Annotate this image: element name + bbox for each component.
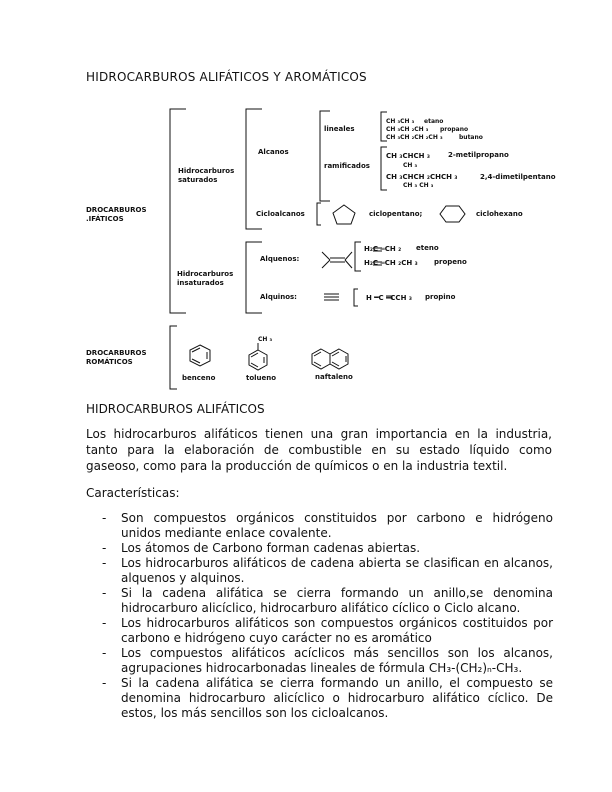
list-item: - Los compuestos alifáticos acíclicos más sencillos son los alcanos, agrupaciones hidrocarbonadas lineales de fórmula CH₃-(CH₂)ₙ-CH₃. xyxy=(121,646,553,676)
dimethylpentane-formula: CH ₃CHCH ₂CHCH ₃ xyxy=(386,173,458,181)
list-item: - Son compuestos orgánicos constituidos por carbono e hidrógeno unidos mediante enlace covalente. xyxy=(121,511,553,541)
saturated-label-1: Hidrocarburos xyxy=(178,167,235,175)
methylpropane-name: 2-metilpropano xyxy=(448,151,509,159)
butane-name: butano xyxy=(459,134,483,141)
dimethylpentane-name: 2,4-dimetilpentano xyxy=(480,173,556,181)
butane-formula: CH ₃CH ₂CH ₂CH ₃ xyxy=(386,134,443,141)
naphthalene-icon xyxy=(312,349,348,369)
intro-paragraph: Los hidrocarburos alifáticos tienen una gran importancia en la industria, tanto para la elaboración de combustible en su estado líquido como gaseoso, como para la producción de químicos o en la industria textil. xyxy=(86,427,552,473)
toluene-icon xyxy=(249,343,267,370)
propyne-name: propino xyxy=(425,293,456,301)
alkynes-label: Alquinos: xyxy=(260,293,297,301)
features-heading: Características: xyxy=(86,486,180,500)
list-item: - Si la cadena alifática se cierra formando un anillo,se denomina hidrocarburo alicíclico, hidrocarburo alifático cíclico o Ciclo alcano. xyxy=(121,586,553,616)
toluene-name: tolueno xyxy=(246,374,277,382)
cyclohexane-icon xyxy=(440,206,465,222)
alkene-skeleton-icon xyxy=(322,252,352,268)
aliphatic-root-label-2: .IFÁTICOS xyxy=(86,215,124,223)
propane-formula: CH ₃CH ₂CH ₃ xyxy=(386,126,429,133)
cycloalkanes-label: Cicloalcanos xyxy=(256,210,305,218)
ethane-formula: CH ₃CH ₃ xyxy=(386,118,415,125)
methylpropane-formula: CH ₃CHCH ₃ xyxy=(386,152,430,160)
propyne-formula: H ─C ═CCH ₃ xyxy=(366,294,412,302)
alkynes-bracket xyxy=(354,289,358,306)
saturated-label-2: saturados xyxy=(178,176,218,184)
alkyne-triple-bond-icon xyxy=(324,294,339,300)
dimethylpentane-branches: CH ₃ CH ₃ xyxy=(403,182,434,189)
propene-formula: H₂C ═CH ₂CH ₃ xyxy=(364,259,418,267)
naphthalene-name: naftaleno xyxy=(315,373,353,381)
ethene-name: eteno xyxy=(416,244,439,252)
list-item: - Si la cadena alifática se cierra formando un anillo, el compuesto se denomina hidrocarburo alicíclico o hidrocarburo alifático cíclico. De estos, los más sencillos son los cicloalcanos. xyxy=(121,676,553,721)
aromatic-root-label-1: DROCARBUROS xyxy=(86,349,147,357)
branched-label: ramificados xyxy=(324,162,370,170)
list-item: - Los hidrocarburos alifáticos de cadena abierta se clasifican en alcanos, alquenos y alquinos. xyxy=(121,556,553,586)
aromatic-root-label-2: ROMÁTICOS xyxy=(86,358,133,366)
methylpropane-branch: CH ₃ xyxy=(403,162,418,169)
features-list xyxy=(0,511,612,721)
cyclopentane-icon xyxy=(333,205,355,224)
alkenes-bracket xyxy=(355,242,361,271)
propene-name: propeno xyxy=(434,258,467,266)
aromatic-bracket xyxy=(170,326,177,389)
cyclopentane-name: ciclopentano; xyxy=(369,210,423,218)
section-title: HIDROCARBUROS ALIFÁTICOS xyxy=(86,402,265,416)
ethene-formula: H₂C ═CH ₂ xyxy=(364,245,402,253)
list-item: - Los átomos de Carbono forman cadenas abiertas. xyxy=(121,541,553,556)
cycloalkanes-bracket xyxy=(317,203,321,225)
cyclohexane-name: ciclohexano xyxy=(476,210,523,218)
propane-name: propano xyxy=(440,126,469,133)
unsaturated-label-1: Hidrocarburos xyxy=(177,270,234,278)
benzene-name: benceno xyxy=(182,374,216,382)
ethane-name: etano xyxy=(424,118,444,125)
alkenes-label: Alquenos: xyxy=(260,255,300,263)
unsaturated-label-2: insaturados xyxy=(177,279,224,287)
page-title: HIDROCARBUROS ALIFÁTICOS Y AROMÁTICOS xyxy=(86,70,367,84)
unsaturated-bracket xyxy=(246,242,262,313)
toluene-methyl: CH ₃ xyxy=(258,336,273,343)
linear-label: lineales xyxy=(324,125,355,133)
list-item: - Los hidrocarburos alifáticos son compuestos orgánicos costituidos por carbono e hidrógeno cuyo carácter no es aromático xyxy=(121,616,553,646)
aliphatic-root-label-1: DROCARBUROS xyxy=(86,206,147,214)
benzene-icon xyxy=(190,345,210,366)
alkanes-label: Alcanos xyxy=(258,148,289,156)
